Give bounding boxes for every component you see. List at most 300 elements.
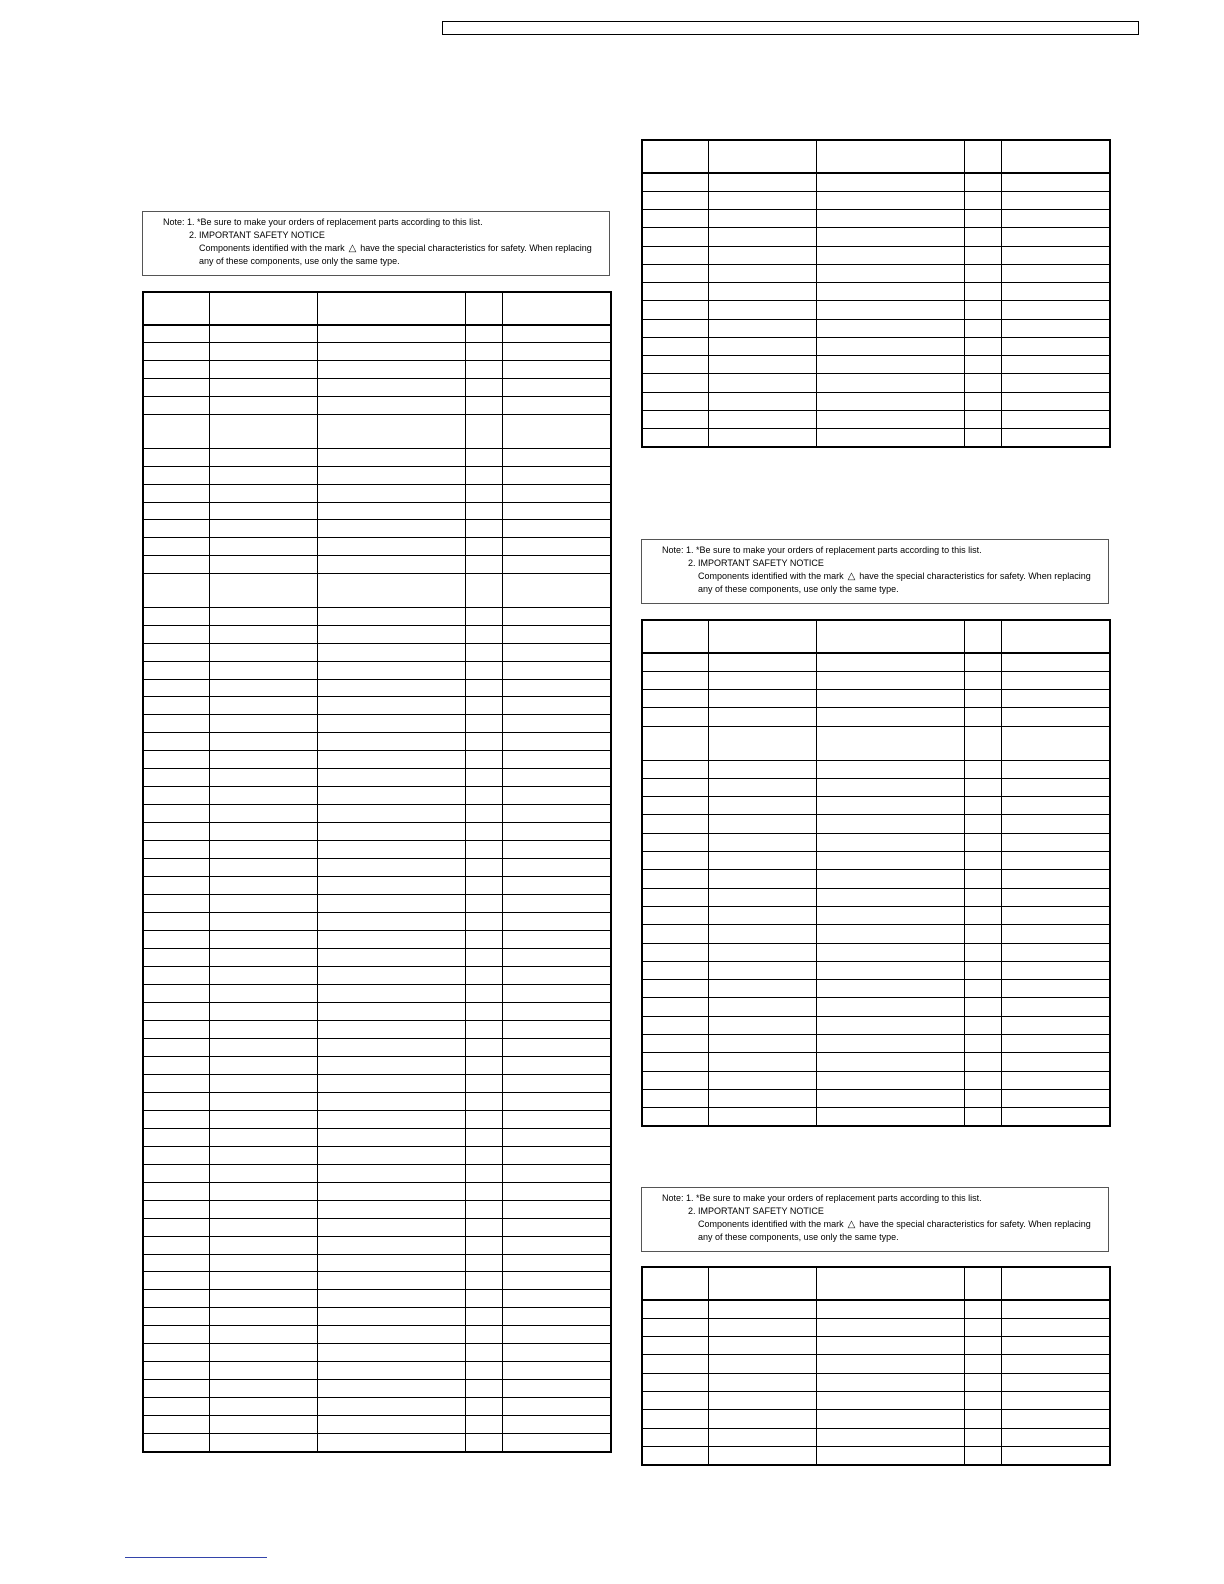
table-cell [317, 643, 465, 661]
table-row [143, 1236, 611, 1254]
table-cell [465, 1128, 502, 1146]
table-cell [465, 1182, 502, 1200]
table-cell [209, 520, 317, 538]
table-row [642, 1016, 1110, 1034]
table-cell [964, 778, 1001, 796]
table-cell [143, 520, 209, 538]
table-cell [642, 1089, 708, 1107]
table-cell [465, 751, 502, 769]
table-cell [465, 1092, 502, 1110]
table-cell [816, 1428, 964, 1446]
table-cell [1001, 1053, 1110, 1071]
table-cell [209, 415, 317, 448]
note-line-1: Note: 1. *Be sure to make your orders of replacement parts according to this list. [163, 217, 483, 227]
table-row [143, 661, 611, 679]
table-cell [642, 1337, 708, 1355]
table-row [642, 815, 1110, 833]
table-cell [1001, 228, 1110, 246]
table-cell [317, 1128, 465, 1146]
table-row [143, 607, 611, 625]
table-cell [964, 1373, 1001, 1391]
table-cell [317, 1182, 465, 1200]
table-cell [143, 715, 209, 733]
table-row [143, 1110, 611, 1128]
table-cell [209, 697, 317, 715]
table-cell [209, 859, 317, 877]
table-cell [317, 1074, 465, 1092]
table-cell [502, 715, 611, 733]
table-cell [1001, 1318, 1110, 1336]
table-row [642, 1373, 1110, 1391]
table-cell [465, 679, 502, 697]
table-cell [708, 1053, 816, 1071]
table-cell [209, 769, 317, 787]
table-cell [465, 1236, 502, 1254]
table-cell [317, 1218, 465, 1236]
table-cell [502, 1110, 611, 1128]
table-cell [816, 690, 964, 708]
table-header-row [642, 620, 1110, 653]
table-cell [642, 356, 708, 374]
table-cell [964, 998, 1001, 1016]
table-cell [209, 448, 317, 466]
table-cell [465, 343, 502, 361]
table-cell [209, 1110, 317, 1128]
table-cell [964, 888, 1001, 906]
table-cell [642, 1373, 708, 1391]
table-cell [143, 1092, 209, 1110]
table-cell [816, 1300, 964, 1318]
table-cell [502, 1380, 611, 1398]
table-cell [143, 859, 209, 877]
table-cell [502, 1182, 611, 1200]
table-cell [1001, 1071, 1110, 1089]
table-cell [1001, 392, 1110, 410]
table-cell [642, 1071, 708, 1089]
table-row [642, 429, 1110, 447]
table-cell [502, 1398, 611, 1416]
table-cell [209, 1236, 317, 1254]
table-cell [143, 697, 209, 715]
table-cell [816, 392, 964, 410]
table-cell [465, 1434, 502, 1452]
table-cell [642, 852, 708, 870]
table-cell [502, 1020, 611, 1038]
table-row [143, 574, 611, 607]
table-cell [502, 1038, 611, 1056]
table-cell [143, 1020, 209, 1038]
table-cell [964, 1267, 1001, 1300]
table-cell [502, 895, 611, 913]
table-cell [1001, 852, 1110, 870]
table-cell [1001, 1016, 1110, 1034]
table-cell [964, 690, 1001, 708]
table-cell [964, 173, 1001, 191]
table-row [143, 1326, 611, 1344]
table-row [143, 625, 611, 643]
table-cell [502, 1200, 611, 1218]
table-cell [1001, 140, 1110, 173]
table-row [143, 1182, 611, 1200]
table-cell [502, 520, 611, 538]
table-cell [143, 1344, 209, 1362]
table-cell [502, 607, 611, 625]
table-cell [209, 1416, 317, 1434]
table-cell [209, 715, 317, 733]
table-cell [708, 998, 816, 1016]
table-cell [502, 1290, 611, 1308]
table-cell [209, 661, 317, 679]
table-cell [317, 1038, 465, 1056]
table-cell [708, 760, 816, 778]
parts-table-right-bottom [641, 1266, 1111, 1466]
table-cell [642, 778, 708, 796]
table-row [642, 1337, 1110, 1355]
table-cell [1001, 1373, 1110, 1391]
table-cell [502, 574, 611, 607]
table-cell [317, 1434, 465, 1452]
note-line-2: 2. IMPORTANT SAFETY NOTICE [688, 1206, 824, 1216]
table-cell [209, 1038, 317, 1056]
table-cell [317, 538, 465, 556]
table-cell [317, 877, 465, 895]
table-cell [1001, 943, 1110, 961]
table-row [642, 833, 1110, 851]
table-cell [642, 1392, 708, 1410]
table-row [642, 337, 1110, 355]
table-cell [502, 484, 611, 502]
parts-table-left [142, 291, 612, 1453]
table-row [143, 361, 611, 379]
table-cell [317, 1344, 465, 1362]
note-line-2: 2. IMPORTANT SAFETY NOTICE [688, 558, 824, 568]
table-cell [502, 502, 611, 520]
table-cell [317, 967, 465, 985]
table-cell [143, 1218, 209, 1236]
table-row [642, 1410, 1110, 1428]
table-cell [209, 556, 317, 574]
table-row [642, 943, 1110, 961]
table-cell [642, 410, 708, 428]
table-row [642, 1355, 1110, 1373]
table-cell [502, 1254, 611, 1272]
table-cell [964, 833, 1001, 851]
table-cell [317, 361, 465, 379]
table-row [642, 1053, 1110, 1071]
table-row [143, 379, 611, 397]
table-cell [816, 726, 964, 760]
table-cell [642, 264, 708, 282]
table-cell [143, 484, 209, 502]
table-cell [209, 805, 317, 823]
table-row [143, 1398, 611, 1416]
table-cell [708, 429, 816, 447]
table-row [143, 1362, 611, 1380]
table-cell [964, 815, 1001, 833]
table-row [642, 1300, 1110, 1318]
table-row [642, 726, 1110, 760]
table-row [642, 1428, 1110, 1446]
table-cell [816, 173, 964, 191]
table-row [143, 931, 611, 949]
table-cell [964, 943, 1001, 961]
table-cell [209, 733, 317, 751]
table-cell [502, 415, 611, 448]
table-cell [708, 1373, 816, 1391]
table-cell [143, 1074, 209, 1092]
table-row [143, 1092, 611, 1110]
table-cell [209, 538, 317, 556]
table-cell [816, 210, 964, 228]
table-cell [209, 361, 317, 379]
table-cell [1001, 283, 1110, 301]
table-row [143, 538, 611, 556]
table-row [143, 1128, 611, 1146]
table-cell [964, 264, 1001, 282]
note-line-1: Note: 1. *Be sure to make your orders of replacement parts according to this list. [662, 545, 982, 555]
table-cell [708, 1410, 816, 1428]
table-cell [642, 429, 708, 447]
table-row [642, 1392, 1110, 1410]
table-cell [642, 870, 708, 888]
table-cell [465, 538, 502, 556]
table-cell [143, 379, 209, 397]
table-cell [209, 1272, 317, 1290]
table-row [143, 1254, 611, 1272]
table-cell [143, 841, 209, 859]
table-cell [816, 998, 964, 1016]
table-cell [502, 1326, 611, 1344]
table-cell [317, 1362, 465, 1380]
table-cell [317, 325, 465, 343]
note-line-4: any of these components, use only the same type. [199, 256, 400, 266]
table-cell [708, 1016, 816, 1034]
table-cell [317, 1272, 465, 1290]
table-cell [816, 140, 964, 173]
table-cell [708, 671, 816, 689]
table-cell [816, 852, 964, 870]
table-cell [708, 961, 816, 979]
table-cell [816, 833, 964, 851]
table-cell [465, 1038, 502, 1056]
table-row [143, 751, 611, 769]
table-cell [465, 715, 502, 733]
table-cell [642, 392, 708, 410]
table-row [143, 343, 611, 361]
note-line-3b: have the special characteristics for safety. When replacing [859, 571, 1091, 581]
table-cell [816, 374, 964, 392]
table-row [642, 410, 1110, 428]
table-cell [209, 823, 317, 841]
table-cell [465, 877, 502, 895]
table-cell [642, 961, 708, 979]
table-cell [502, 1416, 611, 1434]
table-cell [1001, 356, 1110, 374]
table-cell [816, 1053, 964, 1071]
table-cell [317, 379, 465, 397]
table-cell [502, 1092, 611, 1110]
table-row [143, 984, 611, 1002]
table-cell [642, 283, 708, 301]
table-cell [465, 859, 502, 877]
table-cell [964, 708, 1001, 726]
table-cell [465, 625, 502, 643]
table-cell [642, 337, 708, 355]
table-cell [465, 949, 502, 967]
table-row [143, 1434, 611, 1452]
table-row [143, 520, 611, 538]
table-cell [816, 760, 964, 778]
note-line-3b: have the special characteristics for safety. When replacing [859, 1219, 1091, 1229]
table-row [143, 1200, 611, 1218]
table-cell [143, 967, 209, 985]
table-row [143, 556, 611, 574]
table-row [642, 888, 1110, 906]
footer-rule [125, 1557, 267, 1558]
table-cell [1001, 173, 1110, 191]
table-cell [642, 1318, 708, 1336]
table-row [642, 1071, 1110, 1089]
table-cell [465, 379, 502, 397]
table-cell [1001, 961, 1110, 979]
table-cell [1001, 264, 1110, 282]
note-line-1: Note: 1. *Be sure to make your orders of replacement parts according to this list. [662, 1193, 982, 1203]
table-cell [143, 913, 209, 931]
table-cell [1001, 760, 1110, 778]
table-row [642, 980, 1110, 998]
table-row [143, 1344, 611, 1362]
table-cell [209, 1344, 317, 1362]
table-cell [816, 410, 964, 428]
table-row [143, 715, 611, 733]
table-cell [816, 1410, 964, 1428]
table-cell [502, 733, 611, 751]
table-cell [502, 325, 611, 343]
table-cell [964, 961, 1001, 979]
table-cell [143, 466, 209, 484]
table-cell [502, 397, 611, 415]
table-cell [708, 797, 816, 815]
table-cell [642, 1034, 708, 1052]
table-row [143, 1056, 611, 1074]
table-cell [642, 1267, 708, 1300]
table-cell [964, 1392, 1001, 1410]
table-cell [143, 1236, 209, 1254]
table-row [642, 1034, 1110, 1052]
table-cell [209, 967, 317, 985]
table-cell [317, 292, 465, 325]
table-cell [143, 1038, 209, 1056]
table-cell [317, 949, 465, 967]
table-cell [317, 1200, 465, 1218]
table-cell [1001, 998, 1110, 1016]
table-cell [1001, 1355, 1110, 1373]
table-cell [708, 1392, 816, 1410]
table-cell [816, 337, 964, 355]
table-row [642, 961, 1110, 979]
table-cell [1001, 191, 1110, 209]
table-cell [317, 661, 465, 679]
table-cell [209, 1146, 317, 1164]
table-row [642, 1108, 1110, 1126]
table-cell [1001, 925, 1110, 943]
table-cell [209, 1164, 317, 1182]
table-cell [209, 325, 317, 343]
table-cell [502, 984, 611, 1002]
table-cell [1001, 301, 1110, 319]
table-cell [642, 319, 708, 337]
table-cell [642, 925, 708, 943]
table-cell [317, 733, 465, 751]
table-row [143, 1164, 611, 1182]
table-cell [708, 283, 816, 301]
table-cell [642, 998, 708, 1016]
table-cell [502, 1272, 611, 1290]
table-cell [317, 556, 465, 574]
table-cell [143, 448, 209, 466]
table-cell [209, 1380, 317, 1398]
table-cell [143, 949, 209, 967]
table-cell [317, 751, 465, 769]
table-cell [317, 520, 465, 538]
table-cell [816, 653, 964, 671]
table-cell [964, 1337, 1001, 1355]
table-cell [964, 246, 1001, 264]
table-cell [964, 191, 1001, 209]
table-cell [465, 895, 502, 913]
table-cell [816, 1089, 964, 1107]
table-row [642, 671, 1110, 689]
table-cell [143, 343, 209, 361]
table-cell [465, 643, 502, 661]
table-cell [143, 361, 209, 379]
table-cell [209, 1434, 317, 1452]
table-cell [502, 751, 611, 769]
table-row [143, 448, 611, 466]
table-cell [708, 690, 816, 708]
table-cell [209, 607, 317, 625]
table-cell [964, 1410, 1001, 1428]
table-cell [209, 679, 317, 697]
table-cell [317, 1326, 465, 1344]
table-cell [708, 173, 816, 191]
table-cell [816, 961, 964, 979]
table-cell [642, 690, 708, 708]
table-cell [143, 1398, 209, 1416]
table-cell [209, 751, 317, 769]
table-cell [209, 1182, 317, 1200]
table-cell [502, 949, 611, 967]
table-cell [642, 246, 708, 264]
table-cell [502, 967, 611, 985]
table-cell [1001, 337, 1110, 355]
table-cell [317, 1020, 465, 1038]
table-cell [143, 1416, 209, 1434]
table-cell [465, 1074, 502, 1092]
table-cell [502, 556, 611, 574]
table-cell [964, 410, 1001, 428]
table-cell [964, 980, 1001, 998]
table-cell [502, 787, 611, 805]
table-cell [317, 715, 465, 733]
table-cell [502, 361, 611, 379]
table-cell [209, 343, 317, 361]
table-cell [708, 1108, 816, 1126]
table-row [143, 1074, 611, 1092]
table-cell [209, 1308, 317, 1326]
table-cell [964, 760, 1001, 778]
table-cell [502, 1056, 611, 1074]
